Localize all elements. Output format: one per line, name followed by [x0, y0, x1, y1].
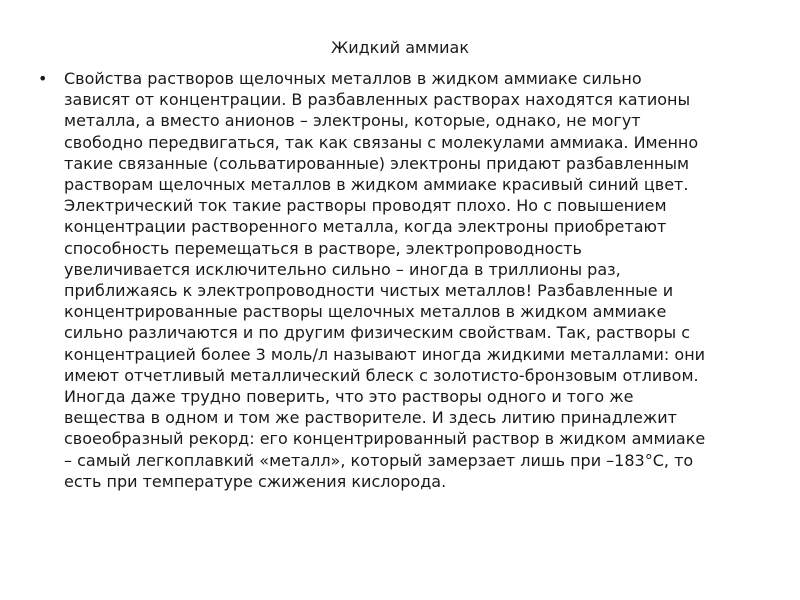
paragraph-line: вещества в одном и том же растворителе. И здесь литию принадлежит	[64, 408, 677, 428]
paragraph-line: зависят от концентрации. В разбавленных растворах находятся катионы	[64, 90, 691, 110]
bullet-item	[38, 68, 778, 492]
paragraph-line: свободно передвигаться, так как связаны с молекулами аммиака. Именно	[64, 132, 699, 152]
paragraph-line: концентрации растворенного металла, когда электроны приобретают	[64, 217, 667, 237]
paragraph-line: такие связанные (сольватированные) электроны придают разбавленным	[64, 153, 690, 173]
paragraph-line: сильно различаются и по другим физическим свойствам. Так, растворы с	[64, 323, 690, 343]
paragraph-line: Электрический ток такие растворы проводят плохо. Но с повышением	[64, 196, 667, 216]
bullet-marker-icon: •	[38, 69, 48, 88]
paragraph-line: концентрацией более 3 моль/л называют иногда жидкими металлами: они	[64, 344, 706, 364]
paragraph-line: Иногда даже трудно поверить, что это растворы одного и того же	[64, 387, 634, 407]
bullet-list	[38, 68, 778, 492]
paragraph-line: есть при температуре сжижения кислорода.	[64, 471, 447, 491]
paragraph-line: концентрированные растворы щелочных металлов в жидком аммиаке	[64, 302, 667, 322]
slide-title: Жидкий аммиак	[330, 38, 470, 57]
paragraph-line: – самый легкоплавкий «металл», который замерзает лишь при –183°С, то	[64, 450, 694, 470]
paragraph-line: металла, а вместо анионов – электроны, которые, однако, не могут	[64, 111, 641, 131]
paragraph-line: растворам щелочных металлов в жидком аммиаке красивый синий цвет.	[64, 175, 689, 195]
paragraph-line: увеличивается исключительно сильно – иногда в триллионы раз,	[64, 259, 621, 279]
paragraph-line: Свойства растворов щелочных металлов в жидком аммиаке сильно	[64, 69, 642, 88]
paragraph-line: приближаясь к электропроводности чистых металлов! Разбавленные и	[64, 281, 674, 301]
bullet-paragraph	[64, 68, 778, 492]
paragraph-line: способность перемещаться в растворе, электропроводность	[64, 238, 582, 258]
paragraph-line: имеют отчетливый металлический блеск с золотисто-бронзовым отливом.	[64, 365, 699, 385]
paragraph-line: своеобразный рекорд: его концентрированный раствор в жидком аммиаке	[64, 429, 706, 449]
